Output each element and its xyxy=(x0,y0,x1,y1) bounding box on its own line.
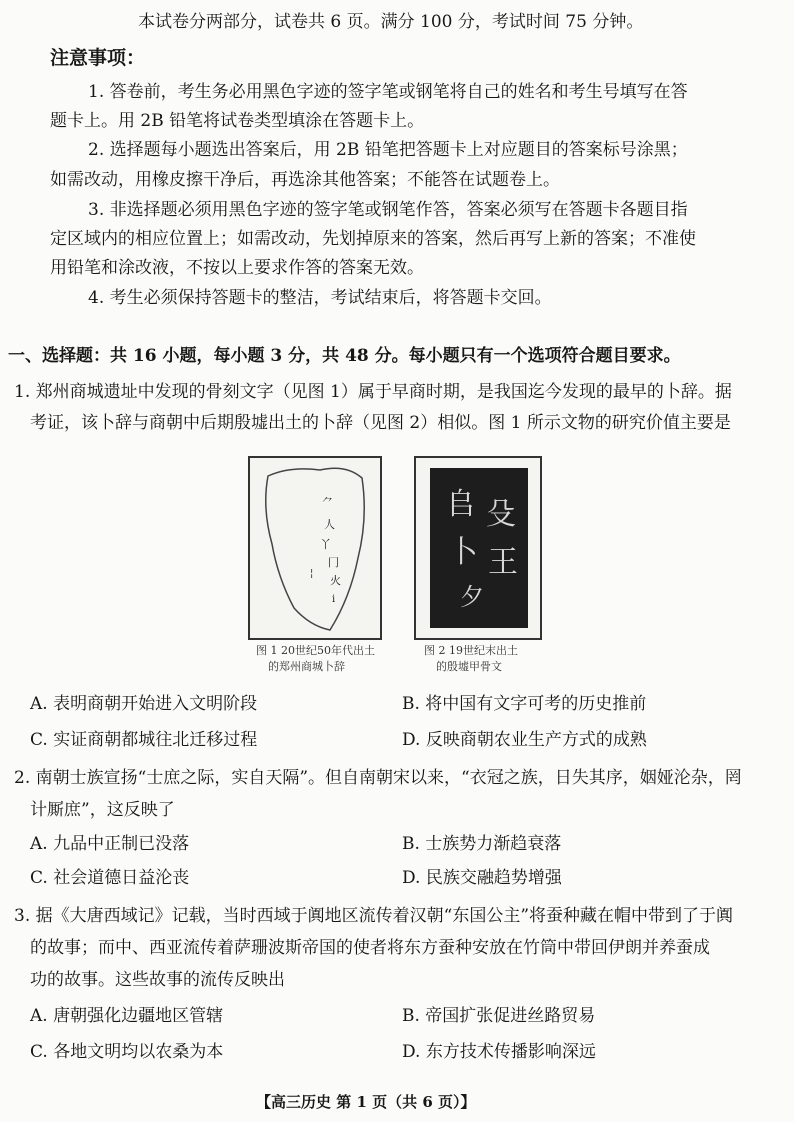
figure-2-caption-2: 的殷墟甲骨文 xyxy=(436,660,502,673)
notice-line-8: 4. 考生必须保持答题卡的整洁，考试结束后，将答题卡交回。 xyxy=(88,288,552,308)
q2-stem-line-2: 计厮庶”，这反映了 xyxy=(30,800,175,820)
q1-option-b[interactable]: B. 将中国有文字可考的历史推前 xyxy=(402,694,647,714)
notice-line-2: 题卡上。用 2B 铅笔将试卷类型填涂在答题卡上。 xyxy=(50,111,425,131)
svg-text:冂: 冂 xyxy=(328,556,339,569)
q1-option-d[interactable]: D. 反映商朝农业生产方式的成熟 xyxy=(402,730,647,750)
q1-option-a[interactable]: A. 表明商朝开始进入文明阶段 xyxy=(30,694,258,714)
notice-line-5: 3. 非选择题必须用黑色字迹的签字笔或钢笔作答，答案必须写在答题卡各题目指 xyxy=(88,200,688,220)
q2-option-a[interactable]: A. 九品中正制已没落 xyxy=(30,834,190,854)
notice-title: 注意事项： xyxy=(50,47,146,69)
q3-stem-line-1: 3. 据《大唐西域记》记载，当时西域于阗地区流传着汉朝“东国公主”将蚕种藏在帽中带到了于阗 xyxy=(14,906,734,926)
figure-1-caption-1: 图 1 20世纪50年代出土 xyxy=(256,644,375,657)
figure-1-oracle-bone xyxy=(248,456,382,640)
figure-1-caption-2: 的郑州商城卜辞 xyxy=(268,660,345,673)
svg-text:火: 火 xyxy=(330,574,341,587)
q1-option-c[interactable]: C. 实证商朝都城往北迁移过程 xyxy=(30,730,258,750)
q3-option-b[interactable]: B. 帝国扩张促进丝路贸易 xyxy=(402,1006,596,1026)
q3-option-a[interactable]: A. 唐朝强化边疆地区管辖 xyxy=(30,1006,224,1026)
page-footer: 【高三历史 第 1 页（共 6 页）】 xyxy=(256,1093,476,1111)
notice-line-1: 1. 答卷前，考生务必用黑色字迹的签字笔或钢笔将自己的姓名和考生号填写在答 xyxy=(88,82,688,102)
notice-line-4: 如需改动，用橡皮擦干净后，再选涂其他答案；不能答在试题卷上。 xyxy=(50,170,560,190)
q2-stem-line-1: 2. 南朝士族宣扬“士庶之际，实自天隔”。但自南朝宋以来，“衣冠之族，日失其序，姻娅沦杂，罔 xyxy=(14,768,742,788)
q1-stem-line-1: 1. 郑州商城遗址中发现的骨刻文字（见图 1）属于早商时期，是我国迄今发现的最早的卜辞。据 xyxy=(14,382,732,402)
exam-intro: 本试卷分两部分，试卷共 6 页。满分 100 分，考试时间 75 分钟。 xyxy=(138,12,644,32)
svg-text:人: 人 xyxy=(324,518,335,531)
figure-2-oracle-bone: 𠂤 殳 卜 王 夕 xyxy=(414,456,542,640)
notice-line-3: 2. 选择题每小题选出答案后，用 2B 铅笔把答题卡上对应题目的答案标号涂黑； xyxy=(88,140,688,160)
svg-text:丫: 丫 xyxy=(320,538,331,551)
q2-option-b[interactable]: B. 士族势力渐趋衰落 xyxy=(402,834,562,854)
q1-stem-line-2: 考证，该卜辞与商朝中后期殷墟出土的卜辞（见图 2）相似。图 1 所示文物的研究价值主要是 xyxy=(30,413,731,433)
q2-option-d[interactable]: D. 民族交融趋势增强 xyxy=(402,868,562,888)
svg-text:¦: ¦ xyxy=(310,568,314,579)
q3-stem-line-3: 功的故事。这些故事的流传反映出 xyxy=(30,970,285,990)
notice-line-7: 用铅笔和涂改液，不按以上要求作答的答案无效。 xyxy=(50,258,424,278)
q3-stem-line-2: 的故事；而中、西亚流传着萨珊波斯帝国的使者将东方蚕种安放在竹筒中带回伊朗并养蚕成 xyxy=(30,938,710,958)
bone-fragment-icon xyxy=(250,458,380,638)
section-title: 一、选择题：共 16 小题，每小题 3 分，共 48 分。每小题只有一个选项符合题目要求。 xyxy=(8,346,681,366)
q2-option-c[interactable]: C. 社会道德日益沦丧 xyxy=(30,868,190,888)
q3-option-d[interactable]: D. 东方技术传播影响深远 xyxy=(402,1042,596,1062)
figure-2-caption-1: 图 2 19世纪末出土 xyxy=(424,644,518,657)
q3-option-c[interactable]: C. 各地文明均以农桑为本 xyxy=(30,1042,224,1062)
svg-text:⺈: ⺈ xyxy=(322,496,333,509)
svg-text:ⅰ: ⅰ xyxy=(332,594,336,605)
notice-line-6: 定区域内的相应位置上；如需改动，先划掉原来的答案，然后再写上新的答案；不准使 xyxy=(50,229,696,249)
